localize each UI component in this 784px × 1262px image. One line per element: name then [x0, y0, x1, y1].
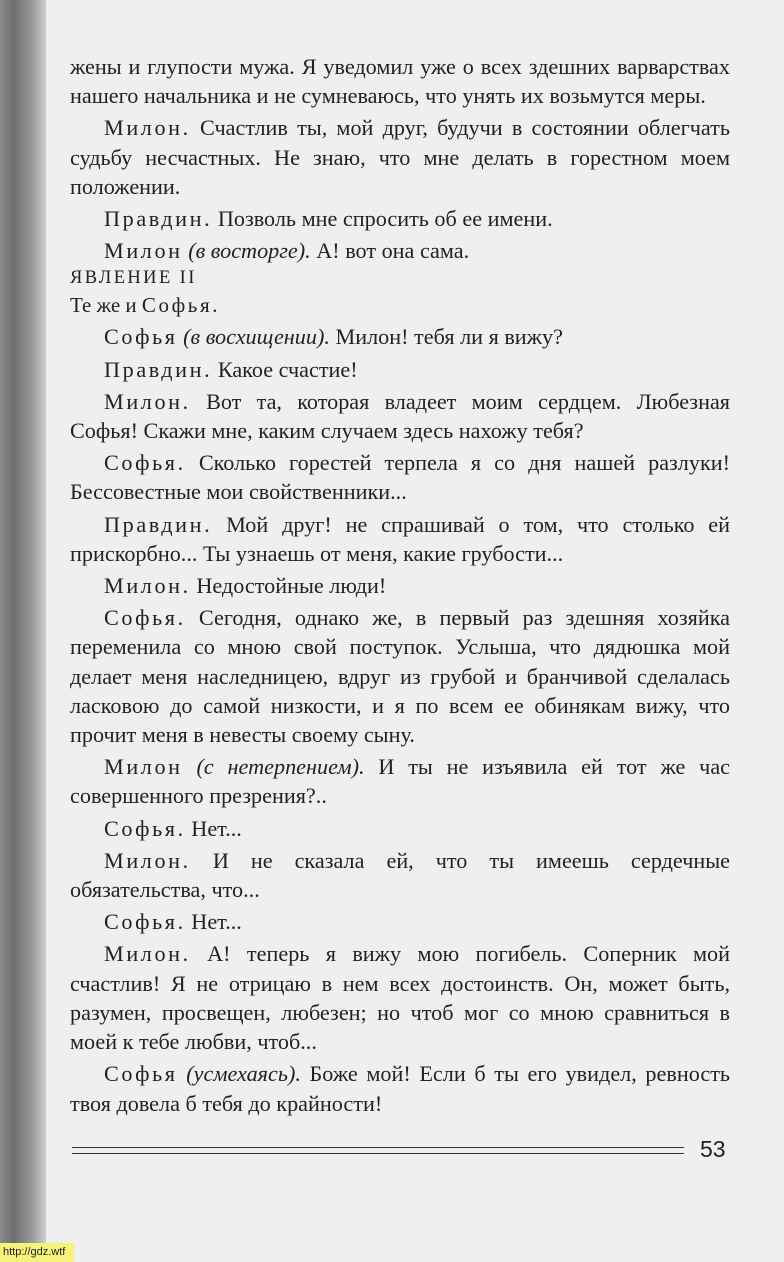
speech-text: Позволь мне спросить об ее имени. [217, 206, 553, 232]
speaker-name: Правдин. [104, 206, 213, 232]
speaker-name: Софья. [104, 605, 186, 631]
cast-name: Софья. [141, 293, 221, 318]
speaker-name: Правдин. [104, 356, 213, 382]
speech-text: Нет... [191, 815, 242, 841]
speech-text: Недостойные люди! [196, 573, 387, 599]
speaker-name: Милон. [104, 847, 191, 873]
speech-milon-7 [70, 939, 730, 1056]
speaker-name: Софья. [104, 815, 186, 841]
speech-text: Боже мой! Если б ты его увидел, ревность твоя довела б тебя до крайности! [70, 1061, 731, 1116]
speech-milon-4 [70, 571, 730, 600]
stage-direction: (усмехаясь). [186, 1061, 301, 1087]
speech-milon-6 [70, 846, 730, 904]
speech-milon-2 [70, 236, 730, 265]
speech-text: Счастлив ты, мой друг, будучи в состоянии облегчать судьбу несчастных. Не знаю, что мне делать в горестном моем положении. [70, 115, 730, 199]
speaker-name: Софья. [104, 909, 186, 935]
speaker-name: Милон. [104, 941, 191, 967]
speaker-name: Милон [104, 754, 183, 780]
stage-direction: (с нетерпением). [196, 754, 365, 780]
speech-text: Сегодня, однако же, в первый раз здешняя хозяйка переменила со мною свой поступок. Услыша, что дядюшка мой делает меня наследницею, вдруг из грубой и бранчивой сделалась ласковою до самой низкости, и я по всем ее обинякам вижу, что прочит меня в невесты своему сыну. [70, 605, 731, 748]
speaker-name: Софья [104, 324, 178, 350]
speech-sofya-4 [70, 814, 730, 843]
speech-text: И не сказала ей, что ты имеешь сердечные обязательства, что... [70, 847, 731, 903]
speech-sofya-2 [70, 448, 730, 506]
text-line: жены и глупости мужа. Я уведомил уже о всех здешних варварствах нашего начальника и не сумневаюсь, что унять их возьмутся меры. [70, 54, 730, 109]
speech-pravdin-1 [70, 204, 730, 233]
speech-text: Милон! тебя ли я вижу? [335, 324, 563, 350]
speech-text: А! теперь я вижу мою погибель. Соперник мой счастлив! Я не отрицаю в нем всех достоинств. Он, может быть, разумен, просвещен, любезен; но чтоб мог со мною сравниться в моей к тебе любви, чтоб... [70, 941, 730, 1055]
speech-text: Мой друг! не спрашивай о том, что столько ей прискорбно... Ты узнаешь от меня, какие грубости... [70, 511, 731, 566]
speech-pravdin-3 [70, 510, 730, 568]
cast-prefix: Те же и [70, 293, 142, 318]
footer-rule [72, 1147, 684, 1154]
speech-sofya-1 [70, 322, 730, 351]
speech-text: Нет... [191, 909, 242, 935]
speech-text: Сколько горестей терпела я со дня нашей разлуки! Бессовестные мои свойственники... [70, 450, 731, 505]
speech-sofya-6 [70, 1059, 730, 1117]
watermark-link[interactable]: http://gdz.wtf [0, 1243, 74, 1262]
scene-cast [70, 291, 730, 319]
speech-sofya-3 [70, 603, 730, 749]
book-spine-shadow [0, 0, 46, 1262]
speech-text: Какое счастие! [217, 356, 358, 382]
speech-sofya-5 [70, 907, 730, 936]
speaker-name: Милон [104, 238, 183, 264]
speech-text: Вот та, которая владеет моим сердцем. Любезная Софья! Скажи мне, каким случаем здесь нахожу тебя? [70, 388, 731, 444]
page-text [70, 52, 730, 1118]
page-number: 53 [700, 1136, 726, 1162]
speaker-name: Софья. [104, 450, 186, 476]
speaker-name: Милон. [104, 573, 191, 599]
speaker-name: Милон. [104, 388, 191, 414]
speaker-name: Правдин. [104, 511, 213, 537]
speaker-name: Милон. [104, 115, 191, 141]
speech-milon-3 [70, 387, 730, 445]
speech-milon-5 [70, 752, 730, 810]
speech-milon-1 [70, 113, 730, 201]
scene-heading: ЯВЛЕНИЕ II [70, 268, 197, 289]
speech-text: А! вот она сама. [316, 238, 470, 264]
speaker-name: Софья [104, 1061, 178, 1087]
stage-direction: (в восторге). [188, 238, 311, 264]
stage-direction: (в восхищении). [183, 324, 330, 350]
speech-text: И ты не изъявила ей тот же час совершенного презрения?.. [70, 754, 731, 809]
speech-pravdin-2 [70, 355, 730, 384]
